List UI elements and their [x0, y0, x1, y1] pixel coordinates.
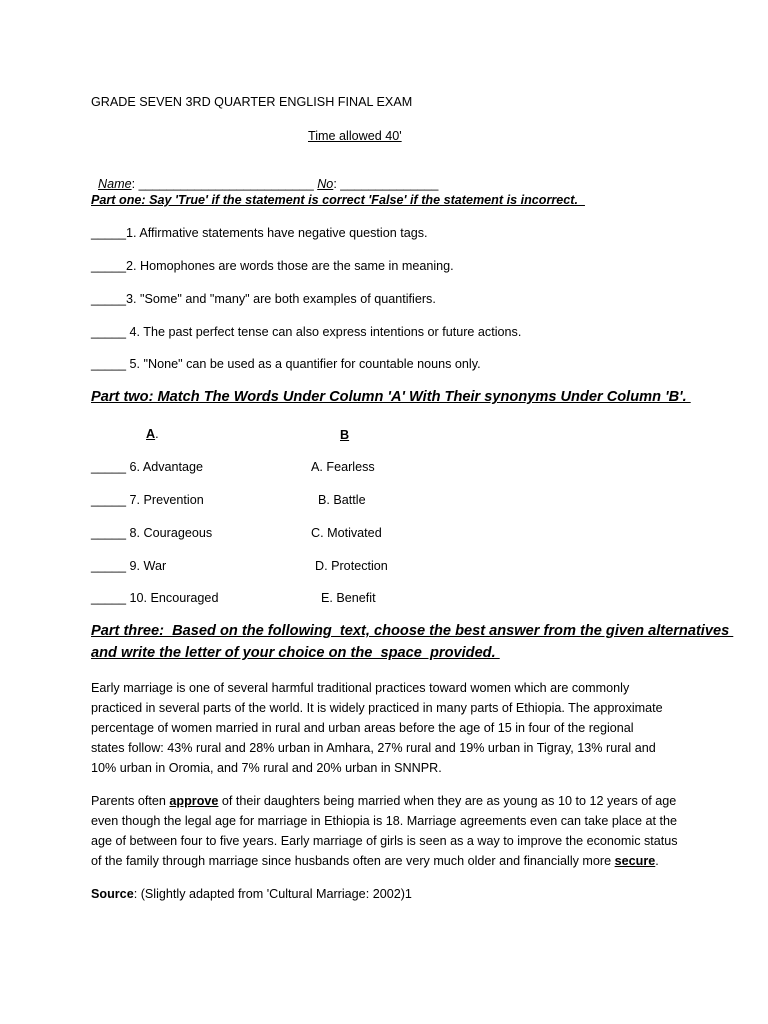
text-run: .	[655, 854, 659, 868]
exam-title: GRADE SEVEN 3RD QUARTER ENGLISH FINAL EXAM	[91, 95, 413, 109]
paragraph-line: Early marriage is one of several harmful traditional practices toward women which are commonly	[91, 681, 630, 695]
highlighted-word-approve: approve	[169, 794, 219, 808]
column-a-item: _____ 7. Prevention	[91, 493, 204, 507]
paragraph-line: age of between four to five years. Early marriage of girls is seen as a way to improve the economic status	[91, 834, 678, 848]
column-b-item: D. Protection	[315, 559, 388, 573]
time-allowed: Time allowed 40'	[308, 129, 402, 143]
paragraph-line	[91, 851, 686, 871]
paragraph-line: percentage of women married in rural and urban areas before the age of 15 in four of the regional	[91, 721, 634, 735]
paragraph-line: states follow: 43% rural and 28% urban in Amhara, 27% rural and 19% urban in Tigray, 13% rural and	[91, 741, 656, 755]
column-b-header: B	[340, 428, 350, 442]
part-two-heading: Part two: Match The Words Under Column 'A' With Their synonyms Under Column 'B'.	[91, 389, 691, 405]
name-blank: : _________________________	[131, 177, 318, 191]
paragraph-line	[91, 791, 686, 811]
paragraph-line: 10% urban in Oromia, and 7% rural and 20% urban in SNNPR.	[91, 761, 442, 775]
column-a-dot: .	[155, 427, 159, 441]
part-three-heading-line-2: and write the letter of your choice on the space provided.	[91, 645, 500, 661]
part-one-item: _____ 4. The past perfect tense can also express intentions or future actions.	[91, 325, 522, 339]
column-b-item: B. Battle	[318, 493, 366, 507]
column-a-label: A	[146, 427, 156, 441]
text-run: of their daughters being married when they are as young as 10 to 12 years of age	[218, 794, 677, 808]
column-a-item: _____ 8. Courageous	[91, 526, 213, 540]
highlighted-word-secure: secure	[614, 854, 656, 868]
column-a-header	[146, 426, 159, 442]
part-one-item: _____2. Homophones are words those are the same in meaning.	[91, 259, 454, 273]
part-one-item: _____1. Affirmative statements have negative question tags.	[91, 226, 428, 240]
reading-paragraph-2	[91, 791, 686, 871]
source-text: : (Slightly adapted from 'Cultural Marriage: 2002)1	[133, 887, 412, 901]
no-blank: : ______________	[333, 177, 439, 191]
source-line	[91, 886, 412, 902]
no-label: No	[317, 177, 334, 191]
column-b-item: A. Fearless	[311, 460, 375, 474]
column-a-item: _____ 6. Advantage	[91, 460, 204, 474]
reading-paragraph-1	[91, 678, 686, 778]
name-no-line	[91, 160, 438, 192]
column-a-item: _____ 9. War	[91, 559, 167, 573]
part-one-item: _____3. "Some" and "many" are both examples of quantifiers.	[91, 292, 436, 306]
part-one-item: _____ 5. "None" can be used as a quantifier for countable nouns only.	[91, 357, 481, 371]
paragraph-line: practiced in several parts of the world. It is widely practiced in many parts of Ethiopia. The approximate	[91, 701, 663, 715]
text-run: of the family through marriage since husbands often are very much older and financially more	[91, 854, 615, 868]
name-label: Name	[98, 177, 132, 191]
text-run: Parents often	[91, 794, 170, 808]
paragraph-line: even though the legal age for marriage in Ethiopia is 18. Marriage agreements even can take place at the	[91, 814, 677, 828]
column-b-item: E. Benefit	[321, 591, 376, 605]
column-b-item: C. Motivated	[311, 526, 382, 540]
part-one-heading: Part one: Say 'True' if the statement is correct 'False' if the statement is incorrect.	[91, 193, 585, 207]
part-three-heading-line-1: Part three: Based on the following text, choose the best answer from the given alternatives	[91, 623, 734, 639]
column-a-item: _____ 10. Encouraged	[91, 591, 219, 605]
source-label: Source	[91, 887, 134, 901]
